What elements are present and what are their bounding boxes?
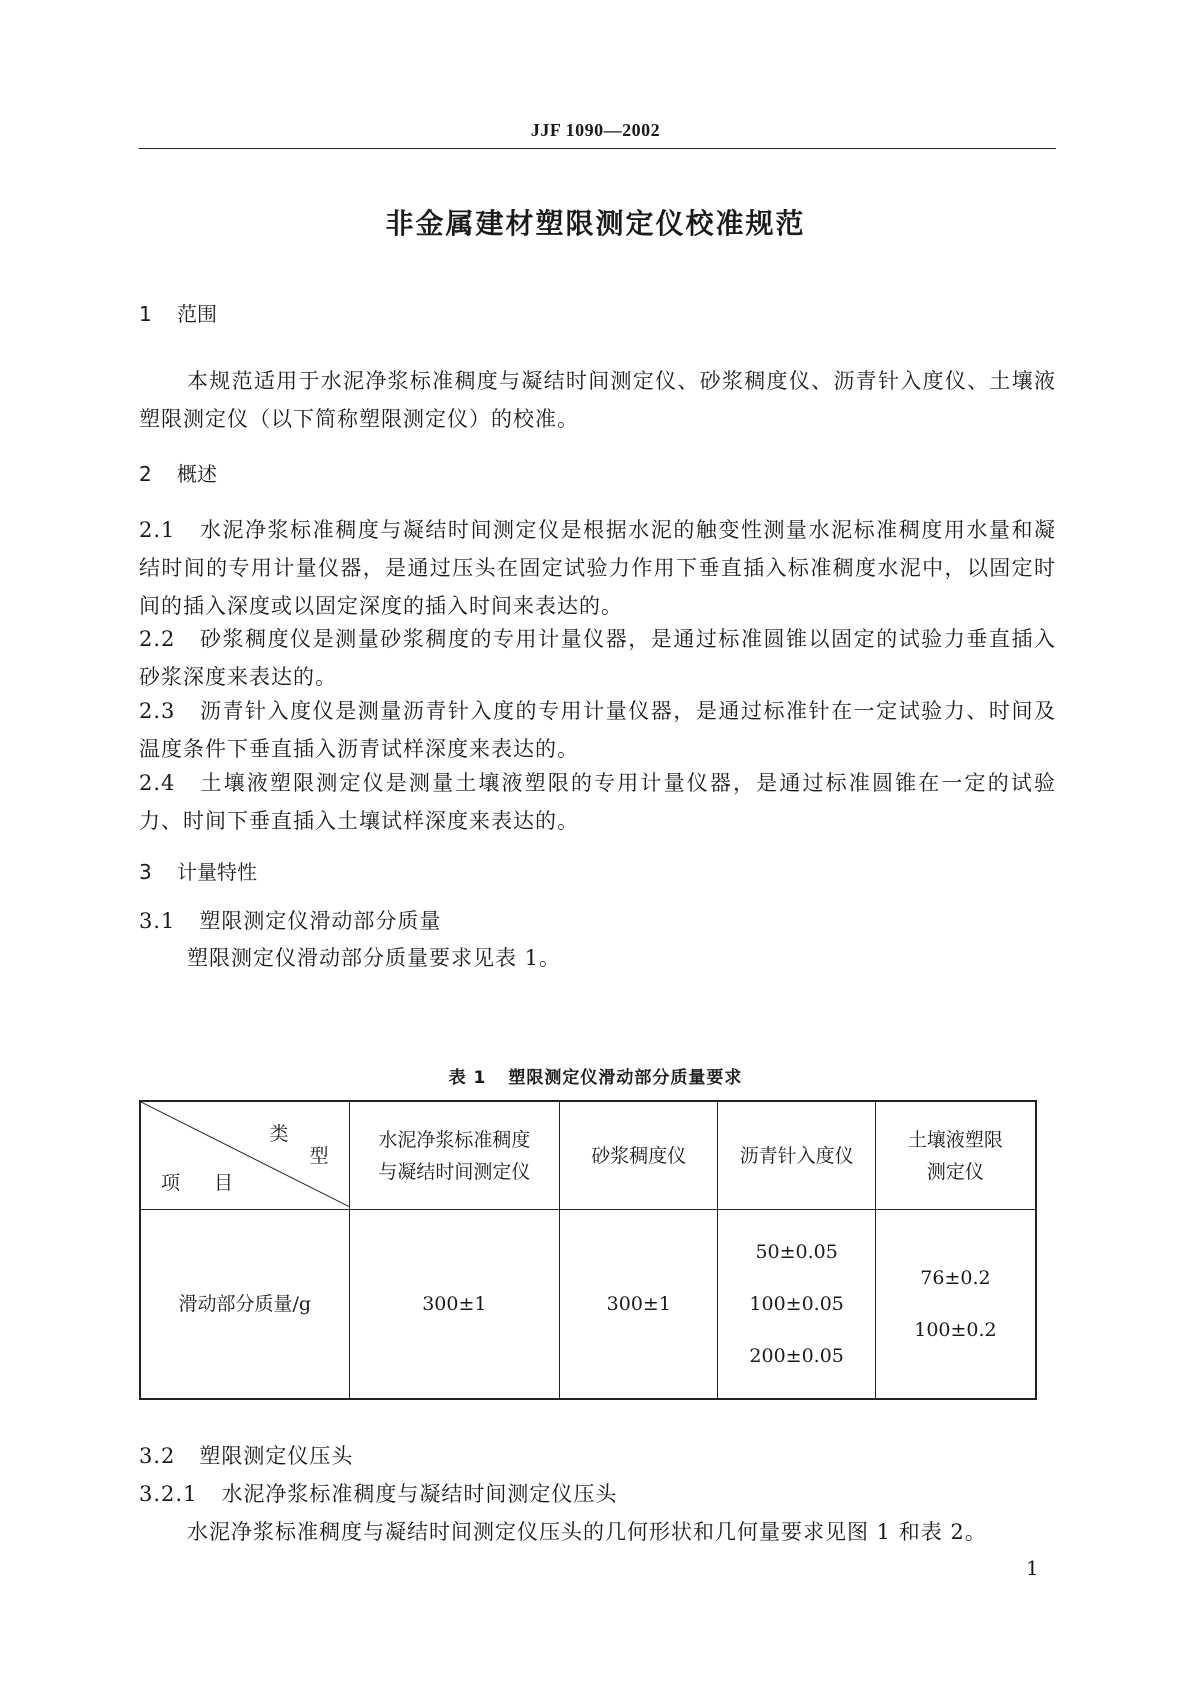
section-title: 概述 xyxy=(177,462,217,486)
clause-text: 土壤液塑限测定仪是测量土壤液塑限的专用计量仪器，是通过标准圆锥在一定的试验力、时间下垂直插入土壤试样深度来表达的。 xyxy=(139,771,1056,833)
header-rule xyxy=(139,148,1056,149)
clause-number: 3.1 xyxy=(139,909,176,933)
page-number: 1 xyxy=(1026,1556,1039,1580)
clause-text: 砂浆稠度仪是测量砂浆稠度的专用计量仪器，是通过标准圆锥以固定的试验力垂直插入砂浆深度来表达的。 xyxy=(139,627,1056,689)
corner-label-type-2: 型 xyxy=(309,1145,329,1167)
cell-cement-mass: 300±1 xyxy=(349,1210,560,1400)
cell-asphalt-mass xyxy=(718,1210,875,1400)
table-number: 表 1 xyxy=(448,1068,487,1088)
table-title: 塑限测定仪滑动部分质量要求 xyxy=(508,1068,743,1088)
cell-value: 76±0.2 xyxy=(920,1267,991,1289)
clause-3-1-text: 塑限测定仪滑动部分质量要求见表 1。 xyxy=(187,946,562,970)
table-header-row xyxy=(140,1101,1036,1210)
column-header-text: 土壤液塑限测定仪 xyxy=(907,1128,1003,1183)
section-1-paragraph: 本规范适用于水泥净浆标准稠度与凝结时间测定仪、砂浆稠度仪、沥青针入度仪、土壤液塑限测定仪（以下简称塑限测定仪）的校准。 xyxy=(139,369,1056,431)
clause-2-2 xyxy=(139,620,1056,696)
clause-2-4 xyxy=(139,764,1056,840)
clause-number: 3.2.1 xyxy=(139,1482,198,1506)
column-header-mortar: 砂浆稠度仪 xyxy=(560,1101,718,1210)
document-title: 非金属建材塑限测定仪校准规范 xyxy=(385,207,806,240)
section-3-heading xyxy=(139,856,257,885)
standard-code: JJF 1090—2002 xyxy=(530,120,661,140)
clause-2-1 xyxy=(139,511,1056,625)
section-title: 范围 xyxy=(177,302,217,326)
clause-title: 塑限测定仪滑动部分质量 xyxy=(199,909,442,933)
column-header-text: 水泥净浆标准稠度与凝结时间测定仪 xyxy=(378,1128,531,1183)
cell-value: 50±0.05 xyxy=(755,1241,838,1263)
cell-value: 100±0.2 xyxy=(914,1319,997,1341)
clause-3-1-heading xyxy=(139,905,441,935)
table-1 xyxy=(139,1100,1037,1400)
clause-number: 2.1 xyxy=(139,518,176,542)
section-1-heading xyxy=(139,298,217,327)
corner-label-type: 类 xyxy=(269,1123,289,1145)
clause-text: 水泥净浆标准稠度与凝结时间测定仪是根据水泥的触变性测量水泥标准稠度用水量和凝结时间的专用计量仪器，是通过压头在固定试验力作用下垂直插入标准稠度水泥中，以固定时间的插入深度或以固定深度的插入时间来表达的。 xyxy=(139,518,1056,618)
clause-number: 2.2 xyxy=(139,627,176,651)
column-header-soil xyxy=(875,1101,1036,1210)
clause-3-2-1-text: 水泥净浆标准稠度与凝结时间测定仪压头的几何形状和几何量要求见图 1 和表 2。 xyxy=(187,1520,987,1544)
clause-2-3 xyxy=(139,692,1056,768)
column-header-cement xyxy=(349,1101,560,1210)
clause-number: 2.3 xyxy=(139,699,176,723)
clause-3-2-heading xyxy=(139,1440,353,1470)
clause-text: 沥青针入度仪是测量沥青针入度的专用计量仪器，是通过标准针在一定试验力、时间及温度条件下垂直插入沥青试样深度来表达的。 xyxy=(139,699,1056,761)
section-number: 3 xyxy=(139,860,152,884)
section-title: 计量特性 xyxy=(177,860,257,884)
section-number: 1 xyxy=(139,302,152,326)
cell-soil-mass xyxy=(875,1210,1036,1400)
clause-title: 塑限测定仪压头 xyxy=(199,1444,354,1468)
clause-number: 2.4 xyxy=(139,771,176,795)
table-1-caption xyxy=(0,1063,1191,1088)
clause-number: 3.2 xyxy=(139,1444,176,1468)
column-header-asphalt: 沥青针入度仪 xyxy=(718,1101,875,1210)
section-2-heading xyxy=(139,458,217,487)
corner-label-item: 项 目 xyxy=(161,1172,248,1194)
clause-title: 水泥净浆标准稠度与凝结时间测定仪压头 xyxy=(221,1482,618,1506)
clause-3-2-1-heading xyxy=(139,1478,617,1508)
table-row xyxy=(140,1210,1036,1400)
table-corner-cell xyxy=(140,1101,349,1210)
row-label: 滑动部分质量/g xyxy=(140,1210,349,1400)
cell-mortar-mass: 300±1 xyxy=(560,1210,718,1400)
section-number: 2 xyxy=(139,462,152,486)
cell-value: 100±0.05 xyxy=(749,1293,844,1315)
cell-value: 200±0.05 xyxy=(749,1345,844,1367)
